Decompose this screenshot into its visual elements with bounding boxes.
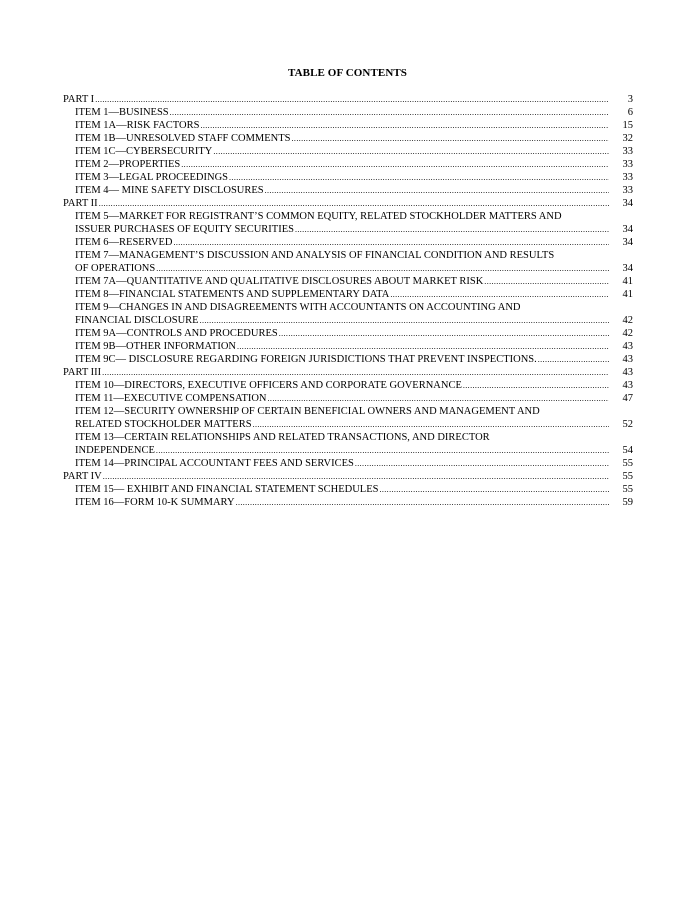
toc-entry[interactable] xyxy=(63,366,633,379)
toc-entry-label xyxy=(63,249,609,275)
dot-leader xyxy=(95,93,609,106)
toc-entry-label xyxy=(63,145,609,158)
toc-entry[interactable] xyxy=(63,405,633,431)
toc-entry-text: ITEM 3—LEGAL PROCEEDINGS xyxy=(75,172,229,183)
toc-page-number: 34 xyxy=(622,224,633,235)
toc-entry-text: ITEM 9A—CONTROLS AND PROCEDURES xyxy=(75,328,278,339)
toc-page-number: 34 xyxy=(622,237,633,248)
toc-entry-text: PART IV xyxy=(63,471,102,482)
toc-entry[interactable] xyxy=(63,197,633,210)
toc-entry[interactable] xyxy=(63,236,633,249)
toc-entry-label xyxy=(63,119,609,132)
toc-entry-label xyxy=(63,132,609,145)
dot-leader xyxy=(181,158,609,171)
dot-leader xyxy=(295,223,609,236)
toc-page-number: 42 xyxy=(622,315,633,326)
toc-entry[interactable] xyxy=(63,158,633,171)
toc-entry[interactable] xyxy=(63,119,633,132)
toc-entry[interactable] xyxy=(63,301,633,327)
toc-page-number: 47 xyxy=(622,393,633,404)
toc-page-number: 59 xyxy=(622,497,633,508)
toc-entry-label xyxy=(63,483,609,496)
toc-title: TABLE OF CONTENTS xyxy=(287,67,408,79)
toc-page-number: 33 xyxy=(622,185,633,196)
toc-entry-label xyxy=(63,366,609,379)
table-of-contents xyxy=(63,93,633,509)
dot-leader xyxy=(355,457,609,470)
toc-entry-label xyxy=(63,210,609,236)
toc-page-number: 6 xyxy=(627,107,633,118)
toc-entry-text: ITEM 5—MARKET FOR REGISTRANT’S COMMON EQUITY, RELATED STOCKHOLDER MATTERS AND xyxy=(75,211,562,222)
toc-page-number: 33 xyxy=(622,159,633,170)
dot-leader xyxy=(200,314,609,327)
dot-leader xyxy=(173,236,609,249)
dot-leader xyxy=(292,132,609,145)
toc-page-number: 52 xyxy=(622,419,633,430)
dot-leader xyxy=(265,184,609,197)
toc-entry-label xyxy=(63,288,609,301)
toc-entry-text: ITEM 2—PROPERTIES xyxy=(75,159,181,170)
toc-entry-label xyxy=(63,353,609,366)
toc-entry-text: FINANCIAL DISCLOSURE xyxy=(75,315,199,326)
toc-entry-text: ITEM 1C—CYBERSECURITY xyxy=(75,146,213,157)
toc-page-number: 3 xyxy=(627,94,633,105)
dot-leader xyxy=(102,366,609,379)
toc-page-number: 55 xyxy=(622,458,633,469)
toc-entry[interactable] xyxy=(63,184,633,197)
dot-leader xyxy=(279,327,609,340)
toc-entry-label xyxy=(63,158,609,171)
toc-page-number: 34 xyxy=(622,263,633,274)
toc-entry[interactable] xyxy=(63,327,633,340)
toc-page-number: 55 xyxy=(622,484,633,495)
dot-leader xyxy=(229,171,609,184)
toc-page-number: 33 xyxy=(622,172,633,183)
toc-entry-label xyxy=(63,470,609,483)
toc-entry-label xyxy=(63,457,609,470)
toc-entry-text: ITEM 13—CERTAIN RELATIONSHIPS AND RELATED TRANSACTIONS, AND DIRECTOR xyxy=(75,432,490,443)
toc-entry-text: ITEM 9—CHANGES IN AND DISAGREEMENTS WITH ACCOUNTANTS ON ACCOUNTING AND xyxy=(75,302,521,313)
dot-leader xyxy=(156,262,609,275)
toc-page-number: 41 xyxy=(622,289,633,300)
toc-entry[interactable] xyxy=(63,379,633,392)
toc-entry-text: ITEM 1A—RISK FACTORS xyxy=(75,120,200,131)
toc-entry[interactable] xyxy=(63,496,633,509)
toc-page-number: 32 xyxy=(622,133,633,144)
dot-leader xyxy=(99,197,609,210)
toc-page-number: 34 xyxy=(622,198,633,209)
toc-entry-text: ITEM 16—FORM 10-K SUMMARY xyxy=(75,497,235,508)
toc-entry[interactable] xyxy=(63,288,633,301)
toc-entry-text: ITEM 6—RESERVED xyxy=(75,237,173,248)
toc-entry-label xyxy=(63,405,609,431)
dot-leader xyxy=(390,288,609,301)
toc-entry-text: ITEM 10—DIRECTORS, EXECUTIVE OFFICERS AND CORPORATE GOVERNANCE xyxy=(75,380,462,391)
toc-page-number: 15 xyxy=(622,120,633,131)
dot-leader xyxy=(213,145,609,158)
dot-leader xyxy=(253,418,609,431)
toc-entry-label xyxy=(63,275,609,288)
toc-entry-text: ISSUER PURCHASES OF EQUITY SECURITIES xyxy=(75,224,294,235)
dot-leader xyxy=(103,470,609,483)
toc-entry-label xyxy=(63,392,609,405)
toc-page-number: 42 xyxy=(622,328,633,339)
toc-entry-text: PART I xyxy=(63,94,95,105)
toc-entry-text: ITEM 7—MANAGEMENT’S DISCUSSION AND ANALYSIS OF FINANCIAL CONDITION AND RESULTS xyxy=(75,250,555,261)
toc-entry-text: ITEM 12—SECURITY OWNERSHIP OF CERTAIN BENEFICIAL OWNERS AND MANAGEMENT AND xyxy=(75,406,540,417)
dot-leader xyxy=(170,106,609,119)
toc-entry[interactable] xyxy=(63,210,633,236)
toc-entry[interactable] xyxy=(63,106,633,119)
dot-leader xyxy=(484,275,609,288)
toc-entry[interactable] xyxy=(63,457,633,470)
toc-entry-label xyxy=(63,236,609,249)
toc-entry[interactable] xyxy=(63,483,633,496)
toc-entry-label xyxy=(63,496,609,509)
toc-entry-text: OF OPERATIONS xyxy=(75,263,156,274)
toc-entry[interactable] xyxy=(63,93,633,106)
toc-entry-text: PART II xyxy=(63,198,98,209)
toc-entry-text: PART III xyxy=(63,367,102,378)
toc-page-number: 54 xyxy=(622,445,633,456)
toc-page-number: 43 xyxy=(622,354,633,365)
toc-entry-text: ITEM 1—BUSINESS xyxy=(75,107,169,118)
toc-entry-text: ITEM 8—FINANCIAL STATEMENTS AND SUPPLEMENTARY DATA xyxy=(75,289,390,300)
toc-entry-label xyxy=(63,93,609,106)
toc-page-number: 43 xyxy=(622,367,633,378)
toc-page-number: 41 xyxy=(622,276,633,287)
toc-entry[interactable] xyxy=(63,470,633,483)
toc-entry-text: INDEPENDENCE xyxy=(75,445,155,456)
toc-entry-text: ITEM 15— EXHIBIT AND FINANCIAL STATEMENT SCHEDULES xyxy=(75,484,379,495)
dot-leader xyxy=(379,483,609,496)
toc-entry-text: ITEM 1B—UNRESOLVED STAFF COMMENTS xyxy=(75,133,291,144)
toc-entry-text: ITEM 14—PRINCIPAL ACCOUNTANT FEES AND SERVICES xyxy=(75,458,354,469)
toc-entry-label xyxy=(63,171,609,184)
toc-entry[interactable] xyxy=(63,145,633,158)
toc-entry-text: ITEM 9C— DISCLOSURE REGARDING FOREIGN JURISDICTIONS THAT PREVENT INSPECTIONS. xyxy=(75,354,537,365)
toc-entry-label xyxy=(63,197,609,210)
toc-entry-label xyxy=(63,106,609,119)
toc-entry[interactable] xyxy=(63,392,633,405)
toc-entry-text: ITEM 11—EXECUTIVE COMPENSATION xyxy=(75,393,267,404)
toc-entry[interactable] xyxy=(63,353,633,366)
toc-entry-label xyxy=(63,379,609,392)
toc-page-number: 43 xyxy=(622,341,633,352)
dot-leader xyxy=(237,340,609,353)
dot-leader xyxy=(200,119,609,132)
toc-entry[interactable] xyxy=(63,340,633,353)
toc-entry[interactable] xyxy=(63,132,633,145)
toc-page-number: 33 xyxy=(622,146,633,157)
toc-entry-label xyxy=(63,327,609,340)
toc-entry-text: RELATED STOCKHOLDER MATTERS xyxy=(75,419,252,430)
toc-page-number: 55 xyxy=(622,471,633,482)
dot-leader xyxy=(268,392,609,405)
toc-page-number: 43 xyxy=(622,380,633,391)
toc-entry-label xyxy=(63,431,609,457)
dot-leader xyxy=(236,496,609,509)
toc-entry-text: ITEM 4— MINE SAFETY DISCLOSURES xyxy=(75,185,264,196)
toc-entry-text: ITEM 9B—OTHER INFORMATION xyxy=(75,341,236,352)
dot-leader xyxy=(463,379,609,392)
toc-entry[interactable] xyxy=(63,171,633,184)
toc-entry-text: ITEM 7A—QUANTITATIVE AND QUALITATIVE DISCLOSURES ABOUT MARKET RISK xyxy=(75,276,484,287)
toc-entry[interactable] xyxy=(63,431,633,457)
toc-entry-label xyxy=(63,184,609,197)
toc-entry[interactable] xyxy=(63,275,633,288)
dot-leader xyxy=(156,444,609,457)
toc-entry[interactable] xyxy=(63,249,633,275)
dot-leader xyxy=(538,353,609,366)
toc-entry-label xyxy=(63,340,609,353)
toc-entry-label xyxy=(63,301,609,327)
